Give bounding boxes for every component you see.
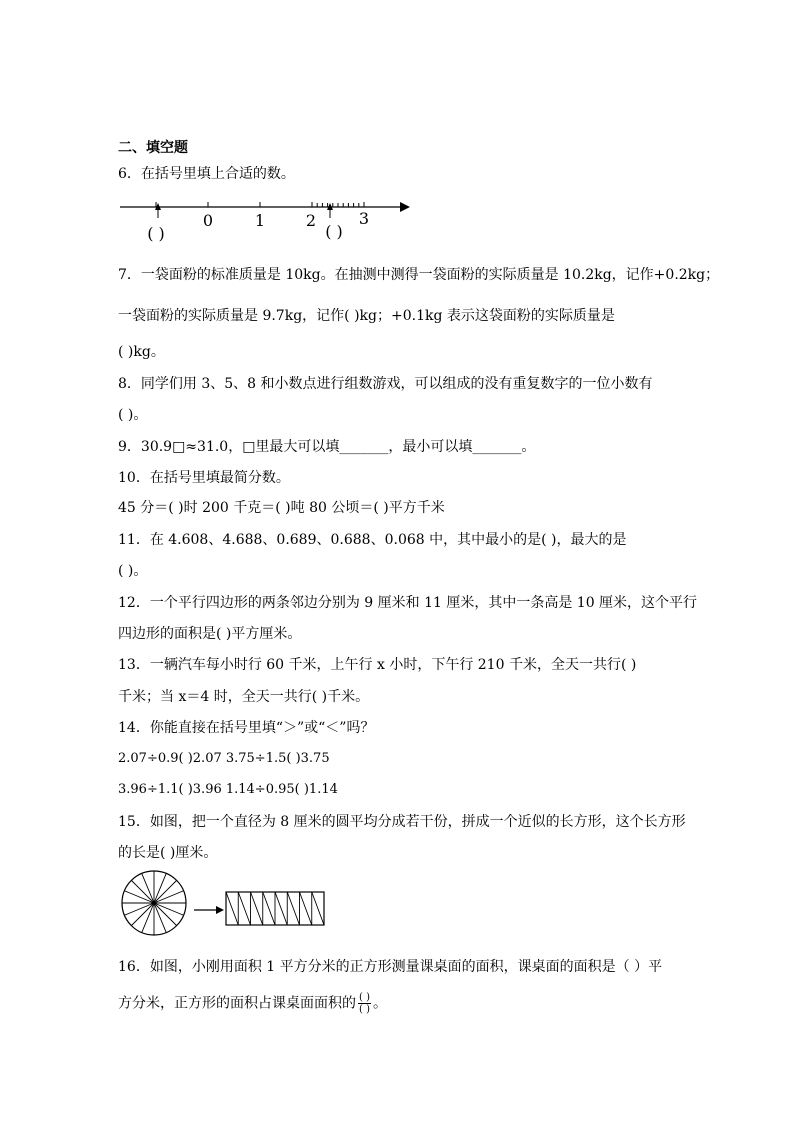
blank-right: ( ) (325, 222, 343, 241)
number-line-figure (118, 194, 418, 246)
rectangle-sector-line (287, 892, 299, 925)
rectangle-sector-line (263, 892, 275, 925)
circle-rectangle-figure (118, 868, 338, 940)
label-0: 0 (202, 211, 214, 230)
question-7-line-3: ( )kg。 (118, 344, 165, 360)
question-7-line-1: 7．一袋面粉的标准质量是 10kg。在抽测中测得一袋面粉的实际质量是 10.2kg，记作+0.2kg； (118, 267, 720, 283)
circle-sector-line (154, 903, 177, 926)
rectangle-sector-line (312, 892, 324, 925)
right-arrow-icon (216, 906, 224, 914)
divided-circle (122, 871, 186, 935)
question-6: 6．在括号里填上合适的数。 (118, 166, 295, 182)
question-12-line-2: 四边形的面积是( )平方厘米。 (118, 626, 302, 642)
rectangle-sector-line (226, 892, 238, 925)
rectangle-sector-line (251, 892, 263, 925)
label-3: 3 (358, 209, 370, 228)
fraction-blank (358, 992, 371, 1015)
question-11-line-2: ( )。 (118, 563, 148, 579)
question-9: 9．30.9□≈31.0，□里最大可以填_______，最小可以填_______。 (118, 439, 536, 455)
fraction-denominator: ( ) (359, 1004, 370, 1015)
approx-rectangle (226, 892, 324, 925)
label-1: 1 (254, 211, 266, 230)
rectangle-sector-line (238, 892, 250, 925)
question-8-line-1: 8．同学们用 3、5、8 和小数点进行组数游戏，可以组成的没有重复数字的一位小数有 (118, 376, 653, 392)
question-16-line-1: 16．如图，小刚用面积 1 平方分米的正方形测量课桌面的面积，课桌面的面积是（ ）平 (118, 959, 663, 975)
question-16-text: 方分米，正方形的面积占课桌面面积的 (118, 995, 356, 1012)
arrow-head-icon (400, 202, 410, 212)
question-13-line-2: 千米；当 x＝4 时，全天一共行( )千米。 (118, 689, 370, 705)
question-8-line-2: ( )。 (118, 407, 148, 423)
circle-sector-line (131, 903, 154, 926)
question-14-line-1: 14．你能直接在括号里填“＞”或“＜”吗？ (118, 720, 375, 736)
blank-left: ( ) (147, 224, 165, 243)
question-16-line-2 (118, 992, 387, 1015)
question-14-line-3: 3.96÷1.1( )3.96 1.14÷0.95( )1.14 (118, 782, 338, 797)
circle-sector-line (131, 880, 154, 903)
question-7-line-2: 一袋面粉的实际质量是 9.7kg，记作( )kg；+0.1kg 表示这袋面粉的实际质量是 (118, 308, 615, 324)
label-2: 2 (305, 211, 317, 230)
rectangle-sector-line (300, 892, 312, 925)
circle-sector-line (154, 880, 177, 903)
question-10-line-2: 45 分＝( )时 200 千克＝( )吨 80 公顷＝( )平方千米 (118, 500, 445, 516)
question-13-line-1: 13．一辆汽车每小时行 60 千米，上午行 x 小时，下午行 210 千米，全天一共行( ) (118, 657, 637, 673)
question-16-end: 。 (372, 995, 387, 1012)
question-12-line-1: 12．一个平行四边形的两条邻边分别为 9 厘米和 11 厘米，其中一条高是 10 厘米，这个平行 (118, 595, 698, 611)
question-11-line-1: 11．在 4.608、4.688、0.689、0.688、0.068 中，其中最小的是( )，最大的是 (118, 532, 627, 548)
question-14-line-2: 2.07÷0.9( )2.07 3.75÷1.5( )3.75 (118, 751, 330, 766)
question-15-line-2: 的长是( )厘米。 (118, 845, 218, 861)
question-15-line-1: 15．如图，把一个直径为 8 厘米的圆平均分成若干份，拼成一个近似的长方形，这个长方形 (118, 814, 686, 830)
fraction-numerator: ( ) (359, 992, 370, 1003)
section-title: 二、填空题 (118, 140, 188, 156)
rectangle-sector-line (275, 892, 287, 925)
question-10-line-1: 10．在括号里填最简分数。 (118, 470, 290, 486)
